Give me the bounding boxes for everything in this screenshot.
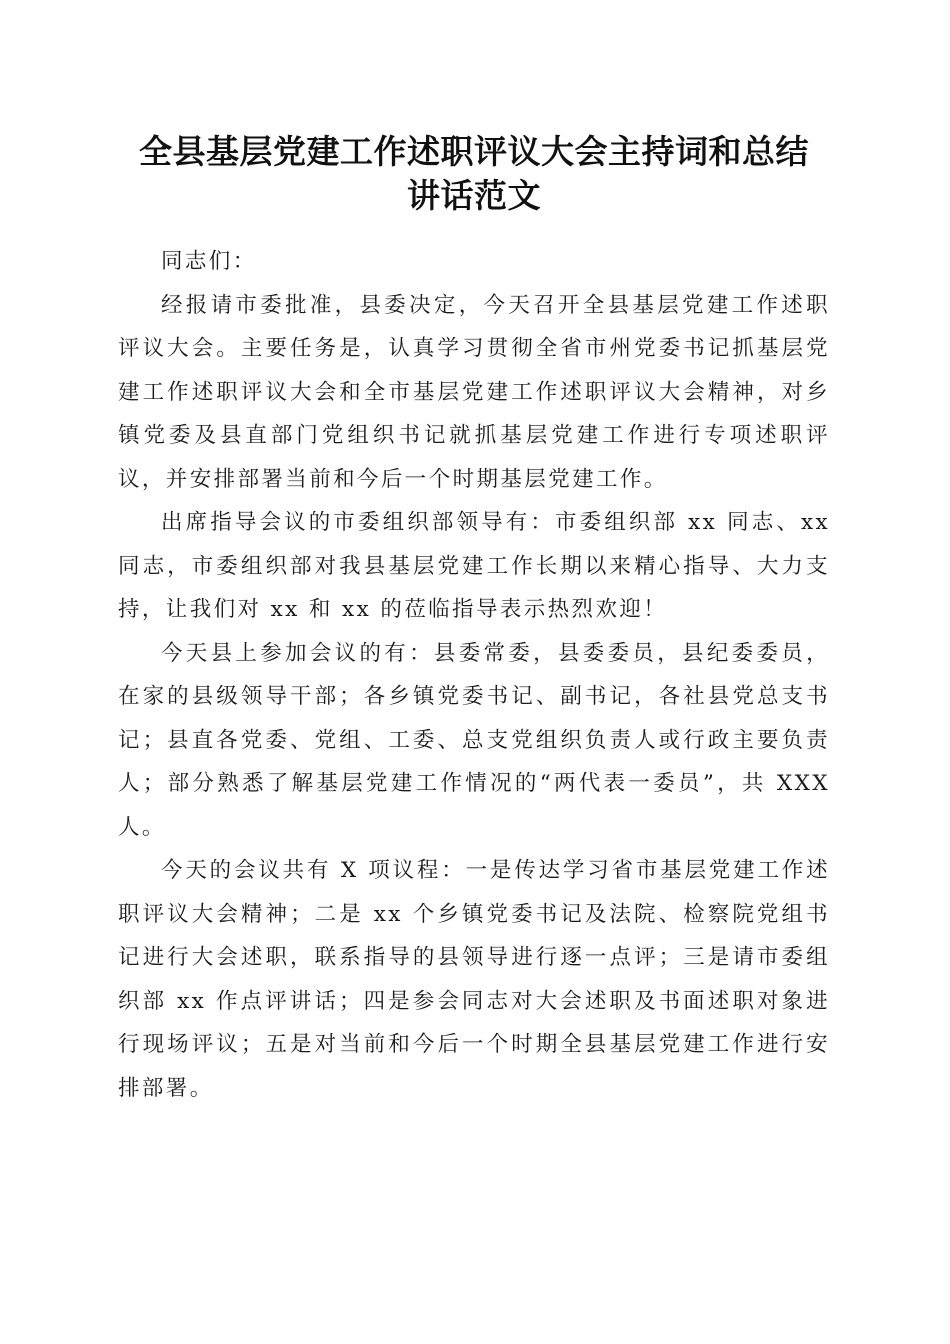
title-line-1: 全县基层党建工作述职评议大会主持词和总结 (139, 132, 809, 171)
paragraph-agenda: 今天的会议共有 X 项议程：一是传达学习省市基层党建工作述职评议大会精神；二是 xx 个乡镇党委书记及法院、检察院党组书记进行大会述职，联系指导的县领导进行逐一点评；三是请市委组织部 xx 作点评讲话；四是参会同志对大会述职及书面述职对象进行现场评议；五是对当前和今后一个时期全县基层党建工作进行安排部署。 (118, 858, 830, 1101)
document-page (118, 130, 830, 1110)
title-line-2: 讲话范文 (407, 176, 541, 215)
paragraph-attendees: 今天县上参加会议的有：县委常委，县委委员，县纪委委员，在家的县级领导干部；各乡镇党委书记、副书记，各社县党总支书记；县直各党委、党组、工委、总支党组织负责人或行政主要负责人；部分熟悉了解基层党建工作情况的“两代表一委员”，共 XXX 人。 (118, 640, 830, 840)
document-title (118, 130, 830, 218)
paragraph-opening: 经报请市委批准，县委决定，今天召开全县基层党建工作述职评议大会。主要任务是，认真学习贯彻全省市州党委书记抓基层党建工作述职评议大会和全市基层党建工作述职评议大会精神，对乡镇党委及县直部门党组织书记就抓基层党建工作进行专项述职评议，并安排部署当前和今后一个时期基层党建工作。 (118, 292, 830, 492)
paragraph-guests: 出席指导会议的市委组织部领导有：市委组织部 xx 同志、xx 同志，市委组织部对我县基层党建工作长期以来精心指导、大力支持，让我们对 xx 和 xx 的莅临指导表示热烈欢迎！ (118, 510, 830, 622)
salutation: 同志们： (161, 249, 257, 274)
